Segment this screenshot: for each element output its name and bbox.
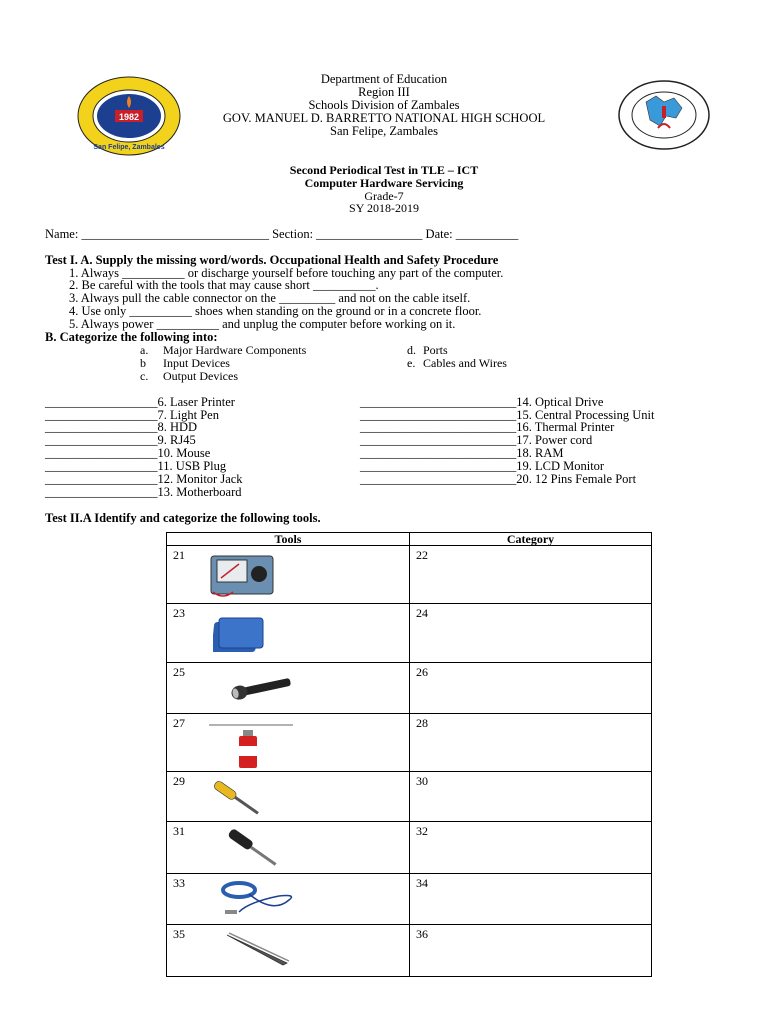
col-tools-header: Tools: [167, 533, 410, 546]
category-number: 36: [416, 927, 428, 941]
tool-number: 23: [173, 606, 185, 620]
tweezers-icon: [225, 931, 291, 971]
category-cell[interactable]: [410, 925, 652, 977]
category-d-label: Ports: [423, 343, 448, 357]
tool-cell: [167, 714, 410, 772]
category-number: 30: [416, 774, 428, 788]
item-18: _________________________18. RAM: [360, 446, 564, 460]
item-12: __________________12. Monitor Jack: [45, 472, 243, 486]
category-number: 24: [416, 606, 428, 620]
test1-item-1: 1. Always __________ or discharge yourself before touching any part of the computer.: [69, 266, 504, 280]
item-10: __________________10. Mouse: [45, 446, 211, 460]
item-8: __________________8. HDD: [45, 420, 198, 434]
tool-number: 21: [173, 548, 185, 562]
student-info-line: Name: ______________________________ Section: _________________ Date: __________: [45, 227, 519, 241]
header-division: Schools Division of Zambales: [308, 98, 460, 112]
category-number: 28: [416, 716, 428, 730]
tool-number: 29: [173, 774, 185, 788]
category-number: 22: [416, 548, 428, 562]
col-category-header: Category: [410, 533, 652, 546]
category-cell[interactable]: [410, 714, 652, 772]
logo-bottom-text: San Felipe, Zambales: [93, 144, 165, 151]
category-e-letter: e.: [407, 356, 416, 370]
test1b-heading: B. Categorize the following into:: [45, 330, 218, 344]
category-a-letter: a.: [140, 343, 149, 357]
multimeter-icon: [209, 552, 275, 598]
item-14: _________________________14. Optical Drive: [360, 395, 604, 409]
test-subject: Computer Hardware Servicing: [304, 176, 464, 190]
tool-number: 35: [173, 927, 185, 941]
compressed-air-icon: [209, 720, 293, 770]
header-dept: Department of Education: [320, 72, 448, 86]
tool-number: 27: [173, 716, 185, 730]
screwdriver-icon: [223, 826, 283, 870]
category-e-label: Cables and Wires: [423, 356, 507, 370]
anti-static-wrist-strap-icon: [219, 878, 301, 920]
category-number: 32: [416, 824, 428, 838]
category-d-letter: d.: [407, 343, 416, 357]
test1-item-4: 4. Use only __________ shoes when standing on the ground or in a concrete floor.: [69, 304, 482, 318]
category-c-letter: c.: [140, 369, 149, 383]
category-c-label: Output Devices: [163, 369, 238, 383]
tool-cell: [167, 925, 410, 977]
category-cell[interactable]: [410, 874, 652, 925]
category-number: 26: [416, 665, 428, 679]
item-17: _________________________17. Power cord: [360, 433, 593, 447]
tool-cell: [167, 663, 410, 714]
anti-static-mat-icon: [213, 616, 267, 656]
item-7: __________________7. Light Pen: [45, 408, 219, 422]
item-11: __________________11. USB Plug: [45, 459, 227, 473]
test1-heading: Test I. A. Supply the missing word/words. Occupational Health and Safety Procedure: [45, 253, 499, 267]
test2-heading: Test II.A Identify and categorize the following tools.: [45, 511, 321, 525]
tool-number: 25: [173, 665, 185, 679]
category-cell[interactable]: [410, 663, 652, 714]
category-a-label: Major Hardware Components: [163, 343, 307, 357]
tool-cell: [167, 546, 410, 604]
header-location: San Felipe, Zambales: [330, 124, 438, 138]
test1-item-3: 3. Always pull the cable connector on the _________ and not on the cable itself.: [69, 291, 471, 305]
tool-cell: [167, 822, 410, 874]
tool-number: 33: [173, 876, 185, 890]
header-region: Region III: [358, 85, 410, 99]
item-15: _________________________15. Central Processing Unit: [360, 408, 655, 422]
test-school-year: SY 2018-2019: [349, 201, 419, 215]
test-grade: Grade-7: [364, 189, 404, 203]
test1-item-2: 2. Be careful with the tools that may cause short __________.: [69, 278, 379, 292]
header-school: GOV. MANUEL D. BARRETTO NATIONAL HIGH SCHOOL: [222, 111, 546, 125]
test1-item-5: 5. Always power __________ and unplug the computer before working on it.: [69, 317, 456, 331]
tool-cell: [167, 772, 410, 822]
item-16: _________________________16. Thermal Printer: [360, 420, 615, 434]
item-20: _________________________20. 12 Pins Female Port: [360, 472, 637, 486]
tools-table: [166, 532, 652, 977]
tool-cell: [167, 604, 410, 663]
category-cell[interactable]: [410, 772, 652, 822]
flashlight-icon: [229, 673, 293, 703]
test-title: Second Periodical Test in TLE – ICT: [289, 163, 479, 177]
tool-number: 31: [173, 824, 185, 838]
item-13: __________________13. Motherboard: [45, 485, 242, 499]
category-b-label: Input Devices: [163, 356, 230, 370]
category-number: 34: [416, 876, 428, 890]
category-cell[interactable]: [410, 604, 652, 663]
flat-screwdriver-icon: [207, 776, 267, 820]
category-cell[interactable]: [410, 822, 652, 874]
category-b-letter: b: [140, 356, 146, 370]
item-6: __________________6. Laser Printer: [45, 395, 235, 409]
tool-cell: [167, 874, 410, 925]
item-9: __________________9. RJ45: [45, 433, 196, 447]
logo-year: 1982: [118, 112, 140, 122]
item-19: _________________________19. LCD Monitor: [360, 459, 605, 473]
category-cell[interactable]: [410, 546, 652, 604]
